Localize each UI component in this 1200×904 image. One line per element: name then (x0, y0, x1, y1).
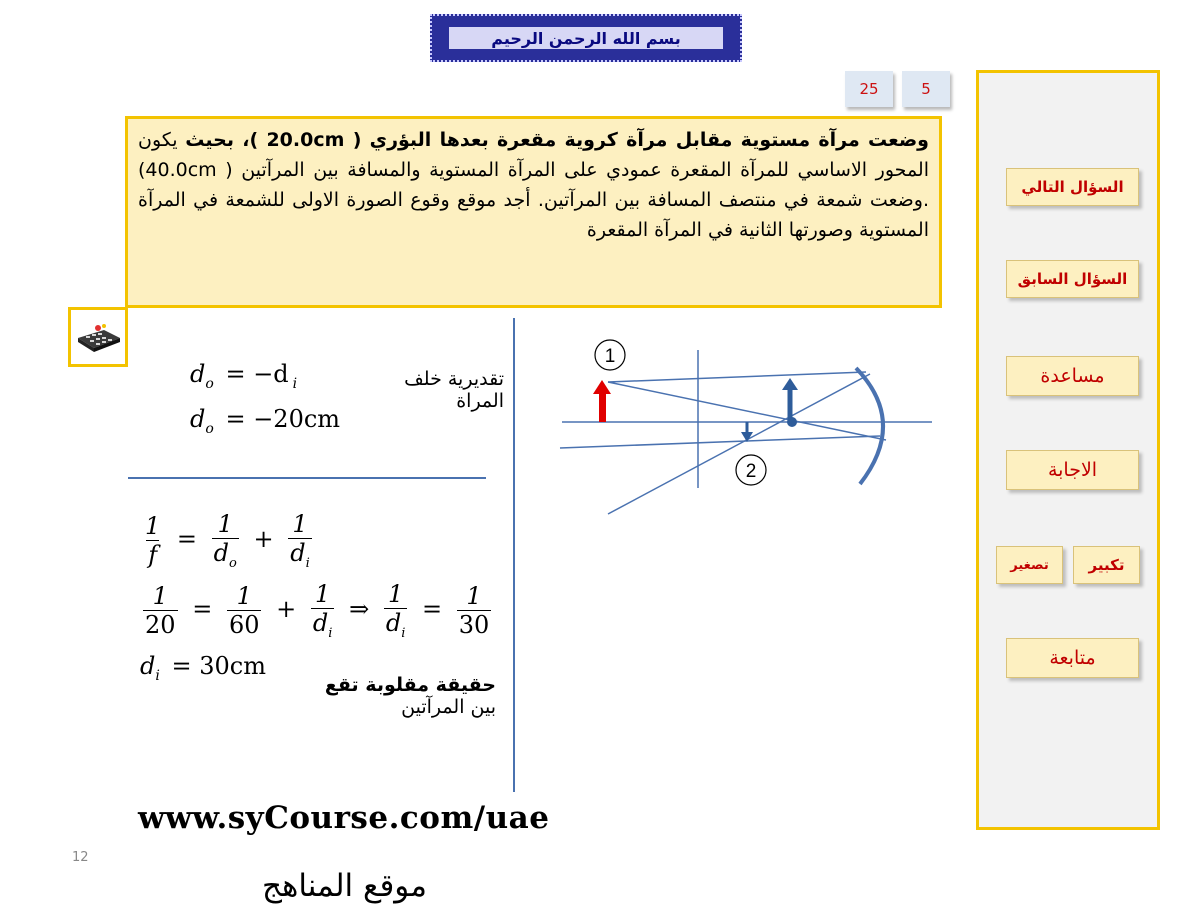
diagram-label-1: 1 (604, 346, 616, 367)
equation-virtual-1: $d_o = -d$ $_i$ (190, 360, 298, 392)
substituted-equation: $\frac{1}{20}$ = $\frac{1}{60}$ + $\frac{1}{d_i}$ ⇒ $\frac{1}{d_i}$ = $\frac{1}{30}$ (145, 580, 490, 641)
site-name: موقع المناهج (262, 868, 427, 904)
answer-button[interactable]: الاجابة (1006, 450, 1139, 490)
question-total-counter: 25 (845, 71, 893, 107)
diagram-label-2: 2 (745, 461, 757, 482)
banner-text: بسم الله الرحمن الرحيم (449, 27, 723, 49)
continue-button[interactable]: متابعة (1006, 638, 1139, 678)
next-question-button[interactable]: السؤال التالي (1006, 168, 1139, 206)
slide-number: 12 (72, 850, 89, 865)
zoom-in-button[interactable]: تكبير (1073, 546, 1140, 584)
virtual-image-label: تقديرية خلف المراة (404, 368, 504, 412)
equation-virtual-2: $d_o = -20cm$ (190, 405, 341, 437)
help-button[interactable]: مساعدة (1006, 356, 1139, 396)
website-link[interactable]: www.syCourse.com/uae (138, 800, 550, 836)
mirror-equation: $\frac{1}{f}$ = $\frac{1}{d_o}$ + $\frac{1}{d_i}$ (145, 510, 310, 571)
question-current-counter: 5 (902, 71, 950, 107)
ray-diagram (540, 330, 960, 530)
real-image-label: حقيقة مقلوبة تقع بين المرآتين (324, 674, 496, 718)
question-text: يكون المحور الاساسي للمرآة المقعرة عمودي على المرآة المستوية والمسافة بين المرآتين ( 40.0cm) .وضعت شمعة في منتصف المسافة بين المرآتين. أجد موقع وقوع الصورة الاولى للشمعة في المرآة المستوية وصورتها الثانية في المرآة المقعرة (138, 129, 929, 241)
result-equation: $d_i = 30cm$ (140, 652, 266, 684)
previous-question-button[interactable]: السؤال السابق (1006, 260, 1139, 298)
zoom-out-button[interactable]: تصغير (996, 546, 1063, 584)
question-line1: وضعت مرآة مستوية مقابل مرآة كروية مقعرة بعدها البؤري ( 20.0cm )، بحيث (185, 129, 929, 151)
